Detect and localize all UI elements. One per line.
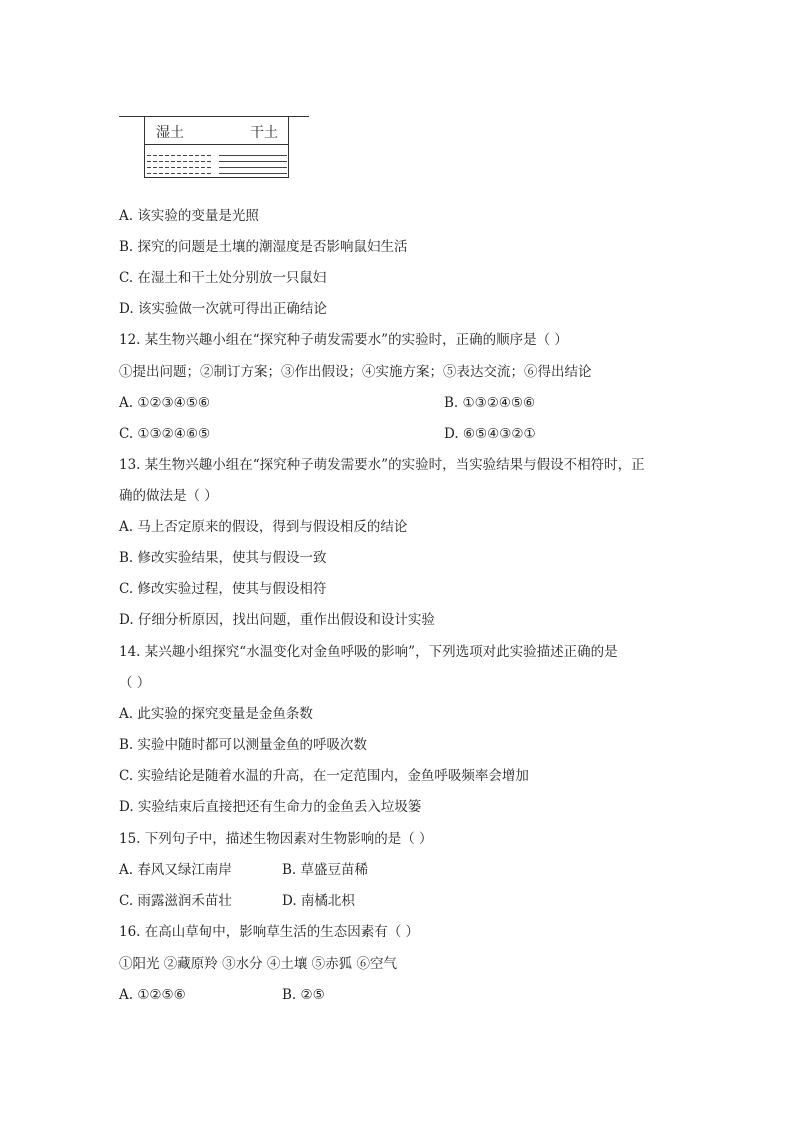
q15-stem: 15. 下列句子中，描述生物因素对生物影响的是（ ）: [119, 831, 433, 847]
q13-option-c: C. 修改实验过程，使其与假设相符: [119, 581, 327, 597]
q12-steps: ①提出问题；②制订方案；③作出假设；④实施方案；⑤表达交流；⑥得出结论: [119, 364, 592, 380]
q15-option-c: C. 雨露滋润禾苗壮: [119, 893, 232, 909]
q16-option-b: B. ②⑤: [282, 987, 325, 1003]
q15-option-b: B. 草盛豆苗稀: [282, 862, 369, 878]
q11-option-a: A. 该实验的变量是光照: [119, 208, 259, 224]
q16-option-a: A. ①②⑤⑥: [119, 987, 186, 1003]
q13-stem-line2: 确的做法是（ ）: [119, 488, 218, 504]
q11-option-d: D. 该实验做一次就可得出正确结论: [119, 301, 327, 317]
q11-option-b: B. 探究的问题是土壤的潮湿度是否影响鼠妇生活: [119, 239, 408, 255]
q12-option-b: B. ①③②④⑤⑥: [444, 395, 536, 411]
dry-soil-hatching: [219, 150, 287, 174]
q14-stem-line2: （ ）: [119, 675, 151, 691]
q16-stem: 16. 在高山草甸中，影响草生活的生态因素有（ ）: [119, 924, 420, 940]
wet-soil-label: 湿土: [156, 125, 184, 141]
q16-factors: ①阳光 ②藏原羚 ③水分 ④土壤 ⑤赤狐 ⑥空气: [119, 956, 397, 972]
q11-option-c: C. 在湿土和干土处分别放一只鼠妇: [119, 270, 327, 286]
q14-option-d: D. 实验结束后直接把还有生命力的金鱼丢入垃圾篓: [119, 799, 422, 815]
q12-option-a: A. ①②③④⑤⑥: [119, 395, 210, 411]
q12-option-d: D. ⑥⑤④③②①: [444, 426, 536, 442]
soil-surface-line: [145, 144, 288, 145]
q13-option-d: D. 仔细分析原因，找出问题，重作出假设和设计实验: [119, 612, 435, 628]
q12-stem: 12. 某生物兴趣小组在“探究种子萌发需要水”的实验时，正确的顺序是（ ）: [119, 332, 568, 348]
q13-option-a: A. 马上否定原来的假设，得到与假设相反的结论: [119, 519, 408, 535]
soil-experiment-figure: [144, 116, 289, 178]
q12-option-c: C. ①③②④⑥⑤: [119, 426, 211, 442]
wet-soil-hatching: [147, 150, 213, 174]
dry-soil-label: 干土: [250, 125, 278, 141]
q13-stem-line1: 13. 某生物兴趣小组在“探究种子萌发需要水”的实验时，当实验结果与假设不相符时，正: [119, 457, 645, 473]
q14-stem-line1: 14. 某兴趣小组探究“水温变化对金鱼呼吸的影响”，下列选项对此实验描述正确的是: [119, 644, 618, 660]
q15-option-d: D. 南橘北枳: [282, 893, 355, 909]
q14-option-b: B. 实验中随时都可以测量金鱼的呼吸次数: [119, 737, 368, 753]
q14-option-a: A. 此实验的探究变量是金鱼条数: [119, 706, 313, 722]
q15-option-a: A. 春风又绿江南岸: [119, 862, 232, 878]
q14-option-c: C. 实验结论是随着水温的升高，在一定范围内，金鱼呼吸频率会增加: [119, 768, 529, 784]
q13-option-b: B. 修改实验结果，使其与假设一致: [119, 550, 327, 566]
